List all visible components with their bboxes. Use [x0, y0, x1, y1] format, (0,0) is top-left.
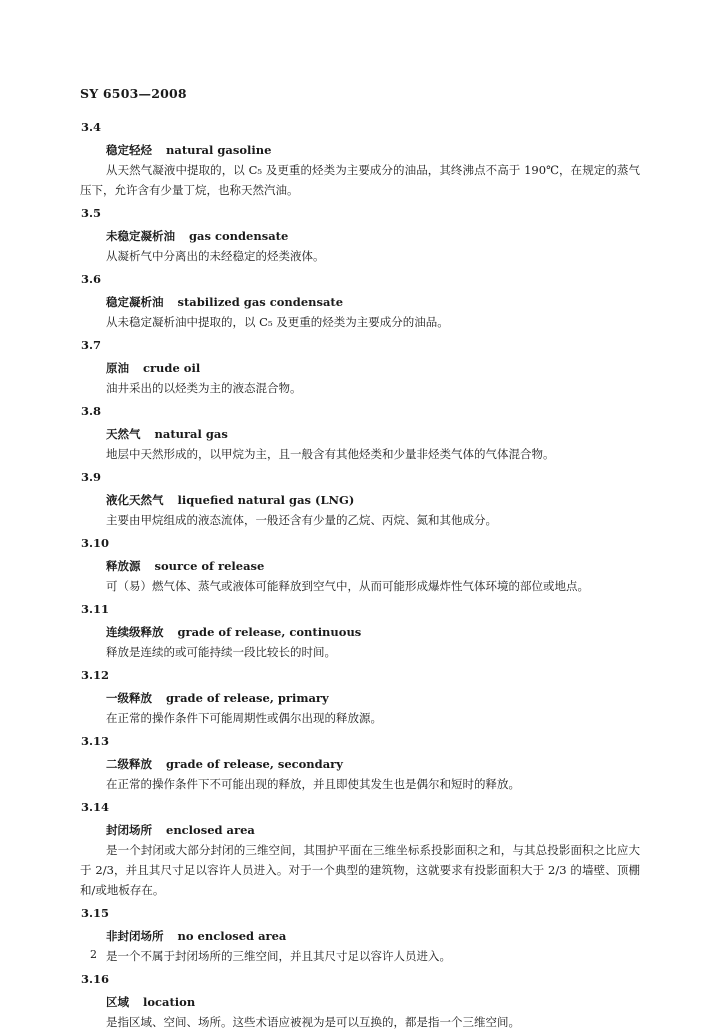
term-heading	[80, 424, 640, 444]
term-heading	[80, 140, 640, 160]
term-entry	[80, 533, 640, 596]
term-chinese: 二级释放	[106, 757, 152, 771]
term-english: liquefied natural gas (LNG)	[177, 493, 355, 507]
term-chinese: 未稳定凝析油	[106, 229, 175, 243]
term-chinese: 非封闭场所	[106, 929, 164, 943]
term-chinese: 释放源	[106, 559, 141, 573]
term-number: 3.9	[81, 470, 102, 484]
term-chinese: 液化天然气	[106, 493, 164, 507]
term-number: 3.5	[81, 206, 102, 220]
term-english: source of release	[154, 559, 265, 573]
term-chinese: 稳定轻烃	[106, 143, 152, 157]
term-english: location	[143, 995, 196, 1009]
term-definition: 在正常的操作条件下可能周期性或偶尔出现的释放源。	[106, 711, 382, 725]
term-number: 3.15	[81, 906, 110, 920]
term-heading	[80, 556, 640, 576]
term-heading	[80, 226, 640, 246]
term-chinese: 原油	[106, 361, 129, 375]
term-definition: 从天然气凝液中提取的，以 C₅ 及更重的烃类为主要成分的油品，其终沸点不高于 190℃，在规定的蒸气压下，允许含有少量丁烷，也称天然汽油。	[80, 163, 640, 197]
term-definition: 地层中天然形成的，以甲烷为主，且一般含有其他烃类和少量非烃类气体的气体混合物。	[106, 447, 555, 461]
term-entry	[80, 665, 640, 728]
term-english: stabilized gas condensate	[177, 295, 344, 309]
term-entry	[80, 599, 640, 662]
term-definition: 在正常的操作条件下不可能出现的释放，并且即使其发生也是偶尔和短时的释放。	[106, 777, 520, 791]
term-chinese: 稳定凝析油	[106, 295, 164, 309]
term-number: 3.4	[81, 120, 102, 134]
term-heading	[80, 926, 640, 946]
term-number: 3.12	[81, 668, 110, 682]
term-number: 3.11	[81, 602, 110, 616]
term-english: no enclosed area	[177, 929, 287, 943]
term-definition: 主要由甲烷组成的液态流体，一般还含有少量的乙烷、丙烷、氮和其他成分。	[106, 513, 497, 527]
term-entry	[80, 797, 640, 900]
term-english: grade of release, continuous	[177, 625, 362, 639]
term-definition: 释放是连续的或可能持续一段比较长的时间。	[106, 645, 336, 659]
term-number: 3.13	[81, 734, 110, 748]
term-heading	[80, 992, 640, 1012]
term-entry	[80, 969, 640, 1032]
term-heading	[80, 358, 640, 378]
term-list	[80, 117, 640, 1035]
term-definition: 从凝析气中分离出的未经稳定的烃类液体。	[106, 249, 325, 263]
term-number: 3.7	[81, 338, 102, 352]
term-definition: 可（易）燃气体、蒸气或液体可能释放到空气中，从而可能形成爆炸性气体环境的部位或地点。	[106, 579, 589, 593]
term-heading	[80, 754, 640, 774]
standard-number: SY 6503—2008	[80, 86, 187, 101]
term-english: natural gasoline	[166, 143, 272, 157]
term-number: 3.8	[81, 404, 102, 418]
term-entry	[80, 401, 640, 464]
term-entry	[80, 269, 640, 332]
term-english: natural gas	[154, 427, 228, 441]
term-definition: 油井采出的以烃类为主的液态混合物。	[106, 381, 302, 395]
term-english: gas condensate	[189, 229, 289, 243]
term-chinese: 天然气	[106, 427, 141, 441]
term-number: 3.16	[81, 972, 110, 986]
term-number: 3.10	[81, 536, 110, 550]
page-number: 2	[90, 948, 97, 961]
term-english: enclosed area	[166, 823, 255, 837]
term-entry	[80, 117, 640, 200]
term-chinese: 封闭场所	[106, 823, 152, 837]
term-english: grade of release, secondary	[166, 757, 343, 771]
term-heading	[80, 490, 640, 510]
term-chinese: 区域	[106, 995, 129, 1009]
term-definition: 是指区域、空间、场所。这些术语应被视为是可以互换的，都是指一个三维空间。	[106, 1015, 520, 1029]
term-chinese: 连续级释放	[106, 625, 164, 639]
term-heading	[80, 292, 640, 312]
term-heading	[80, 688, 640, 708]
term-number: 3.14	[81, 800, 110, 814]
term-number: 3.6	[81, 272, 102, 286]
term-english: grade of release, primary	[166, 691, 329, 705]
term-heading	[80, 820, 640, 840]
term-entry	[80, 335, 640, 398]
term-english: crude oil	[143, 361, 201, 375]
term-entry	[80, 203, 640, 266]
term-definition: 从未稳定凝析油中提取的，以 C₅ 及更重的烃类为主要成分的油品。	[106, 315, 449, 329]
term-definition: 是一个不属于封闭场所的三维空间，并且其尺寸足以容许人员进入。	[106, 949, 451, 963]
term-entry	[80, 467, 640, 530]
term-definition: 是一个封闭或大部分封闭的三维空间，其围护平面在三维坐标系投影面积之和，与其总投影面积之比应大于 2/3，并且其尺寸足以容许人员进入。对于一个典型的建筑物，这就要求有投影面积大于 2/3 的墙壁、顶棚和/或地板存在。	[80, 843, 640, 897]
term-chinese: 一级释放	[106, 691, 152, 705]
term-entry	[80, 731, 640, 794]
term-entry	[80, 903, 640, 966]
term-heading	[80, 622, 640, 642]
